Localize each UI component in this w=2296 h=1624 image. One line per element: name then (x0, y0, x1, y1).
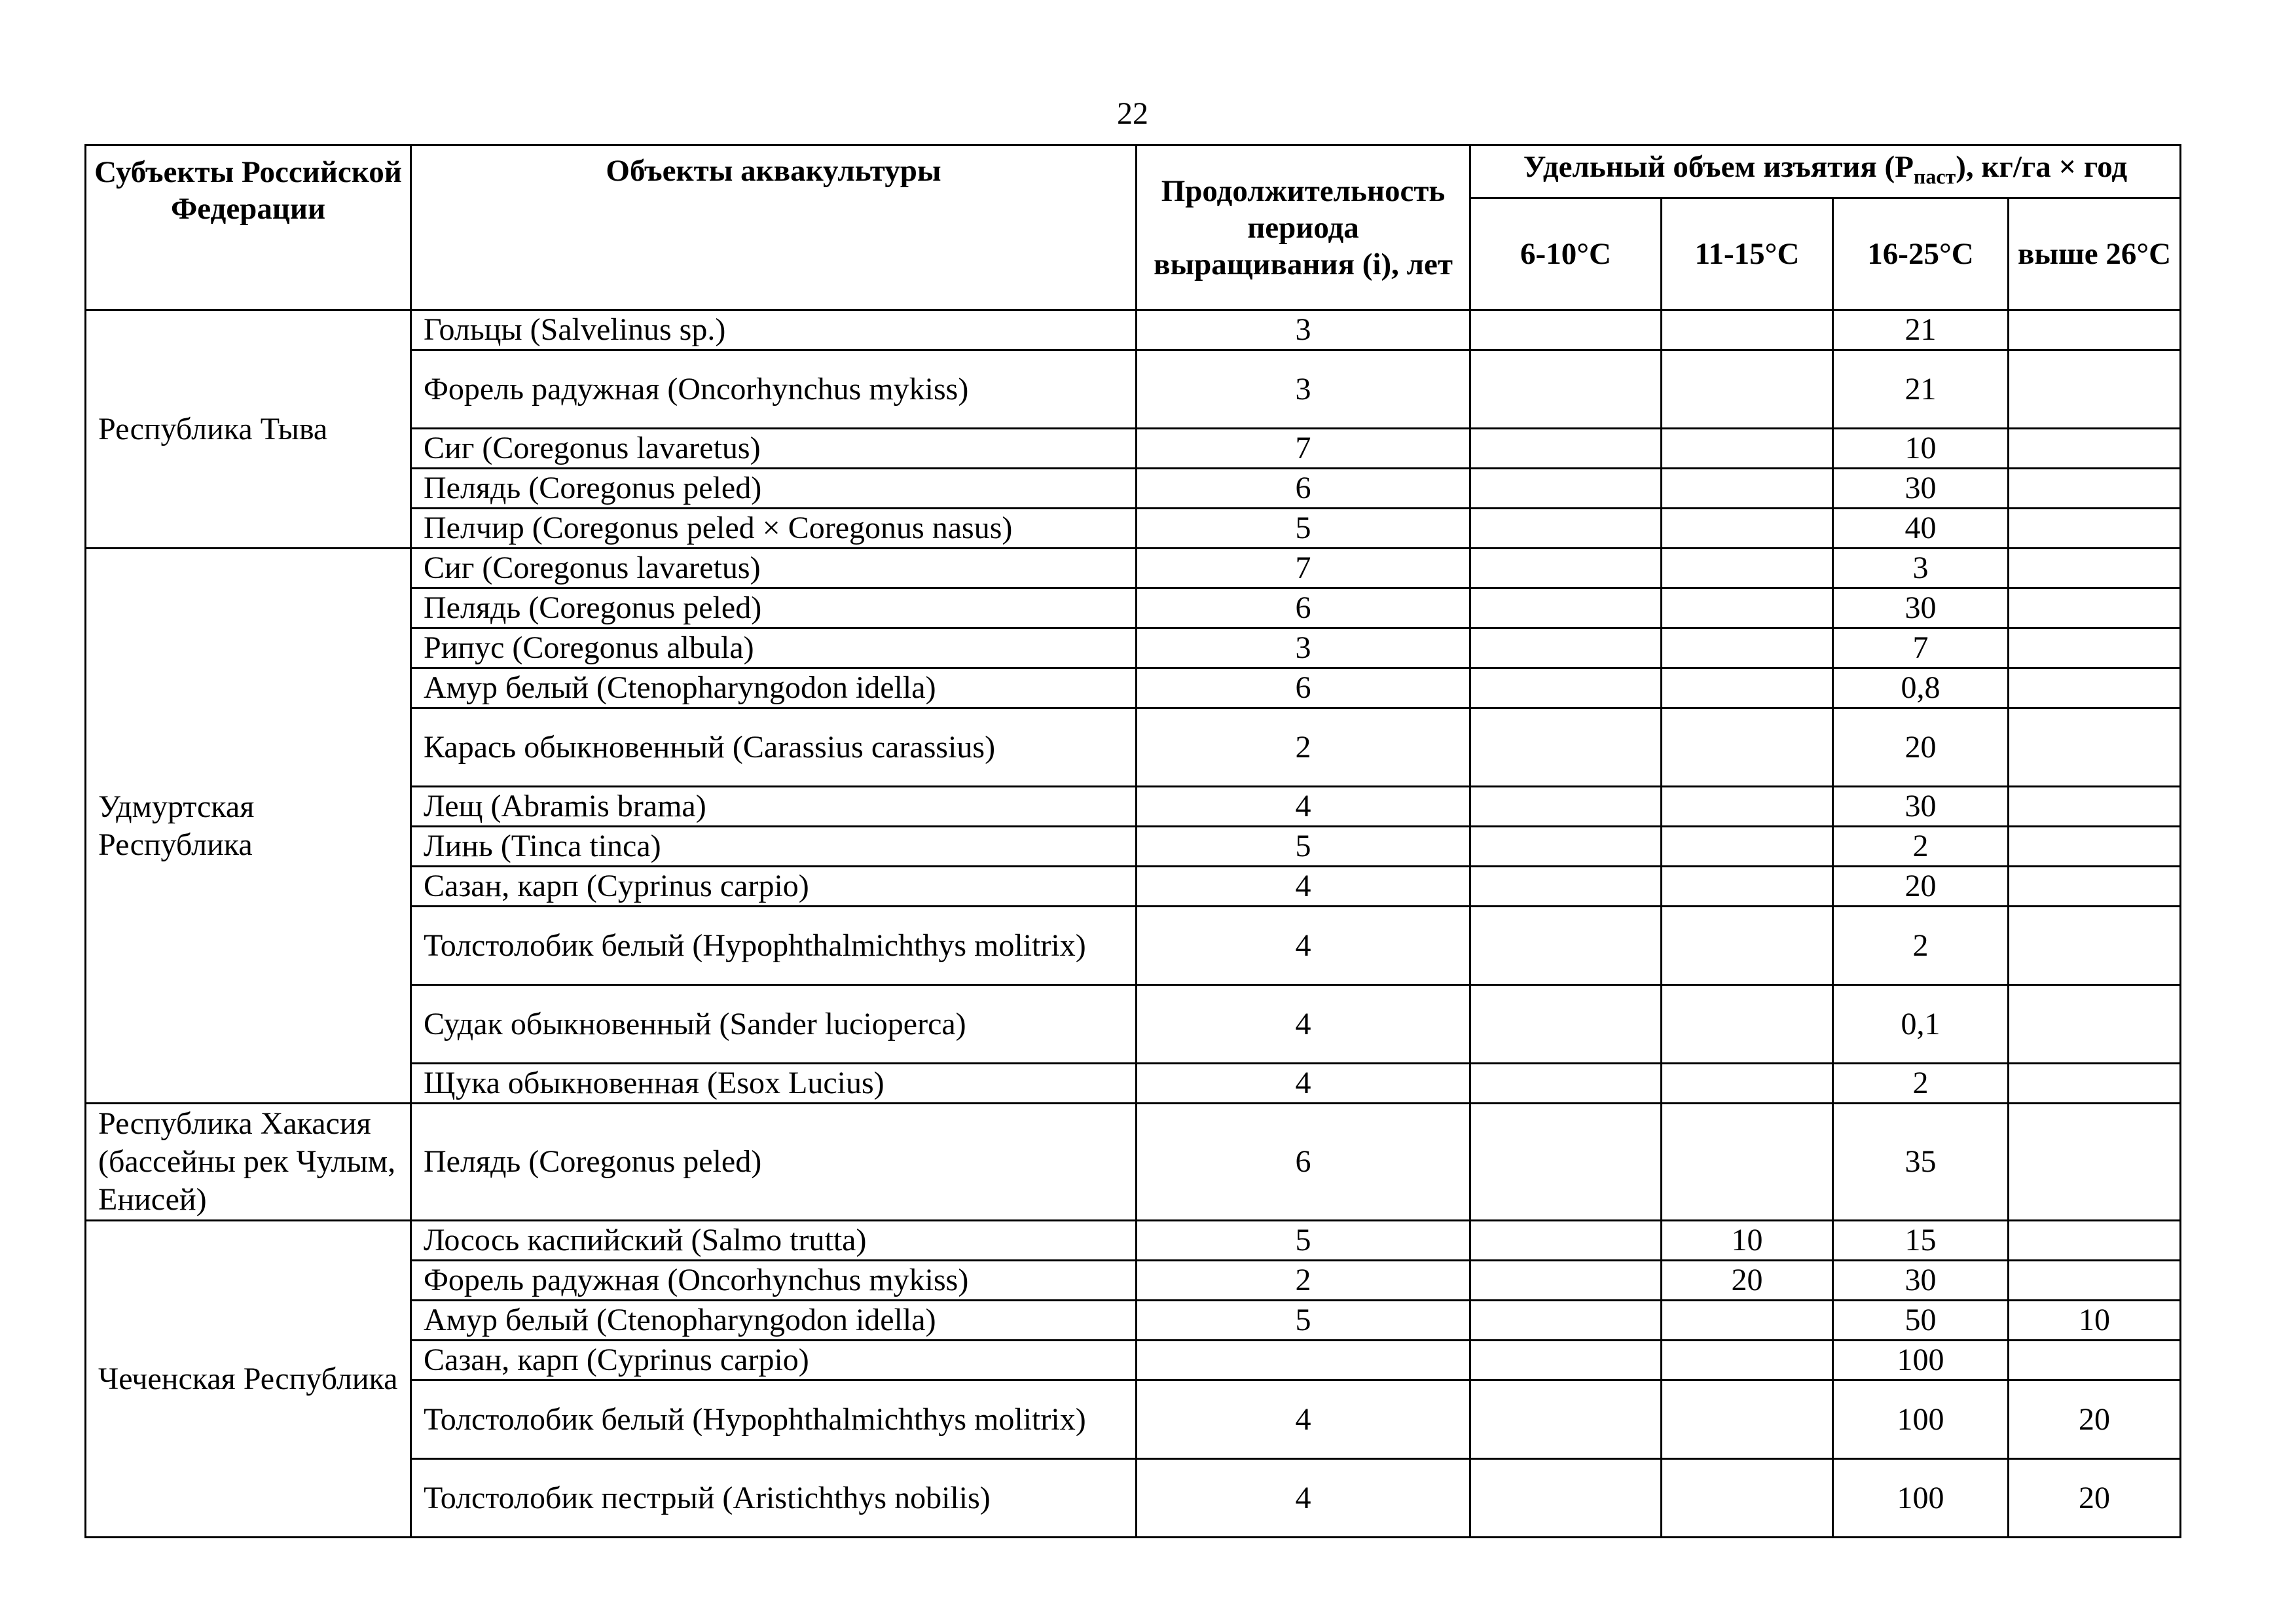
temp-16-25-cell: 30 (1833, 469, 2009, 509)
object-cell: Форель радужная (Oncorhynchus mykiss) (411, 350, 1137, 429)
temp-6-10-cell (1470, 1064, 1662, 1104)
temp-6-10-cell (1470, 469, 1662, 509)
temp-above-26-cell (2009, 549, 2181, 588)
years-cell: 4 (1137, 787, 1470, 827)
years-cell: 4 (1137, 985, 1470, 1064)
page-number: 22 (1117, 96, 1148, 131)
temp-above-26-cell (2009, 628, 2181, 668)
object-cell: Линь (Tinca tinca) (411, 827, 1137, 867)
object-cell: Пелчир (Coregonus peled × Coregonus nasus) (411, 509, 1137, 549)
temp-above-26-cell (2009, 985, 2181, 1064)
years-cell: 2 (1137, 1261, 1470, 1301)
temp-above-26-cell (2009, 1104, 2181, 1221)
temp-16-25-cell: 2 (1833, 907, 2009, 985)
temp-11-15-cell (1662, 1341, 1833, 1380)
temp-6-10-cell (1470, 1459, 1662, 1538)
object-cell: Форель радужная (Oncorhynchus mykiss) (411, 1261, 1137, 1301)
subject-cell: Удмуртская Республика (86, 549, 411, 1104)
temp-above-26-cell (2009, 469, 2181, 509)
temp-above-26-cell (2009, 509, 2181, 549)
temp-6-10-cell (1470, 1341, 1662, 1380)
temp-11-15-cell (1662, 469, 1833, 509)
years-cell: 5 (1137, 827, 1470, 867)
temp-16-25-cell: 21 (1833, 350, 2009, 429)
temp-16-25-cell: 30 (1833, 787, 2009, 827)
object-cell: Толстолобик белый (Hypophthalmichthys molitrix) (411, 1380, 1137, 1459)
temp-16-25-cell: 0,1 (1833, 985, 2009, 1064)
temp-11-15-cell: 10 (1662, 1221, 1833, 1261)
object-cell: Пелядь (Coregonus peled) (411, 469, 1137, 509)
temp-above-26-cell: 20 (2009, 1459, 2181, 1538)
temp-11-15-cell (1662, 708, 1833, 787)
years-cell (1137, 1341, 1470, 1380)
table-row (86, 549, 2181, 588)
years-cell: 6 (1137, 469, 1470, 509)
temp-6-10-cell (1470, 1104, 1662, 1221)
header-duration: Продолжительность периода выращивания (i), лет (1137, 145, 1470, 310)
temp-6-10-cell (1470, 588, 1662, 628)
object-cell: Лещ (Abramis brama) (411, 787, 1137, 827)
temp-6-10-cell (1470, 350, 1662, 429)
object-cell: Толстолобик пестрый (Aristichthys nobilis) (411, 1459, 1137, 1538)
temp-above-26-cell (2009, 787, 2181, 827)
temp-6-10-cell (1470, 429, 1662, 469)
temp-6-10-cell (1470, 509, 1662, 549)
temp-16-25-cell: 3 (1833, 549, 2009, 588)
temp-above-26-cell: 10 (2009, 1301, 2181, 1341)
object-cell: Лосось каспийский (Salmo trutta) (411, 1221, 1137, 1261)
object-cell: Щука обыкновенная (Esox Lucius) (411, 1064, 1137, 1104)
header-temp-16-25: 16-25°C (1833, 198, 2009, 310)
temp-11-15-cell (1662, 1459, 1833, 1538)
table-row (86, 1104, 2181, 1221)
temp-6-10-cell (1470, 708, 1662, 787)
temp-6-10-cell (1470, 1380, 1662, 1459)
temp-6-10-cell (1470, 907, 1662, 985)
object-cell: Карась обыкновенный (Carassius carassius) (411, 708, 1137, 787)
years-cell: 6 (1137, 588, 1470, 628)
object-cell: Пелядь (Coregonus peled) (411, 588, 1137, 628)
temp-16-25-cell: 20 (1833, 867, 2009, 907)
temp-6-10-cell (1470, 628, 1662, 668)
years-cell: 6 (1137, 1104, 1470, 1221)
temp-6-10-cell (1470, 310, 1662, 350)
temp-11-15-cell (1662, 429, 1833, 469)
years-cell: 5 (1137, 509, 1470, 549)
subject-cell: Республика Хакасия (бассейны рек Чулым, Енисей) (86, 1104, 411, 1221)
temp-11-15-cell (1662, 985, 1833, 1064)
temp-11-15-cell (1662, 787, 1833, 827)
temp-16-25-cell: 50 (1833, 1301, 2009, 1341)
years-cell: 4 (1137, 907, 1470, 985)
temp-6-10-cell (1470, 668, 1662, 708)
temp-above-26-cell (2009, 708, 2181, 787)
table-row (86, 310, 2181, 350)
temp-6-10-cell (1470, 827, 1662, 867)
header-temp-above-26: выше 26°C (2009, 198, 2181, 310)
temp-16-25-cell: 30 (1833, 588, 2009, 628)
temp-above-26-cell (2009, 310, 2181, 350)
temp-above-26-cell: 20 (2009, 1380, 2181, 1459)
temp-6-10-cell (1470, 1301, 1662, 1341)
temp-16-25-cell: 2 (1833, 827, 2009, 867)
object-cell: Амур белый (Ctenopharyngodon idella) (411, 668, 1137, 708)
object-cell: Пелядь (Coregonus peled) (411, 1104, 1137, 1221)
table-row (86, 1221, 2181, 1261)
temp-above-26-cell (2009, 827, 2181, 867)
temp-16-25-cell: 30 (1833, 1261, 2009, 1301)
years-cell: 4 (1137, 1459, 1470, 1538)
temp-11-15-cell (1662, 588, 1833, 628)
temp-above-26-cell (2009, 429, 2181, 469)
temp-11-15-cell (1662, 350, 1833, 429)
temp-11-15-cell (1662, 509, 1833, 549)
temp-11-15-cell (1662, 907, 1833, 985)
object-cell: Гольцы (Salvelinus sp.) (411, 310, 1137, 350)
header-volume-suffix: ), кг/га × год (1956, 150, 2128, 184)
temp-11-15-cell (1662, 668, 1833, 708)
object-cell: Амур белый (Ctenopharyngodon idella) (411, 1301, 1137, 1341)
temp-16-25-cell: 100 (1833, 1459, 2009, 1538)
temp-11-15-cell (1662, 1104, 1833, 1221)
temp-above-26-cell (2009, 668, 2181, 708)
years-cell: 7 (1137, 429, 1470, 469)
years-cell: 4 (1137, 1380, 1470, 1459)
temp-above-26-cell (2009, 1261, 2181, 1301)
temp-above-26-cell (2009, 350, 2181, 429)
table-body (86, 310, 2181, 1538)
temp-16-25-cell: 15 (1833, 1221, 2009, 1261)
temp-11-15-cell (1662, 867, 1833, 907)
temp-above-26-cell (2009, 907, 2181, 985)
temp-11-15-cell (1662, 1301, 1833, 1341)
temp-above-26-cell (2009, 1221, 2181, 1261)
header-temp-11-15: 11-15°C (1662, 198, 1833, 310)
temp-6-10-cell (1470, 787, 1662, 827)
aquaculture-table (84, 144, 2181, 1538)
years-cell: 7 (1137, 549, 1470, 588)
object-cell: Толстолобик белый (Hypophthalmichthys molitrix) (411, 907, 1137, 985)
temp-6-10-cell (1470, 549, 1662, 588)
header-volume-sub: паст (1913, 164, 1956, 189)
years-cell: 2 (1137, 708, 1470, 787)
temp-16-25-cell: 40 (1833, 509, 2009, 549)
temp-11-15-cell (1662, 628, 1833, 668)
temp-11-15-cell (1662, 310, 1833, 350)
years-cell: 3 (1137, 350, 1470, 429)
years-cell: 4 (1137, 1064, 1470, 1104)
temp-6-10-cell (1470, 867, 1662, 907)
temp-16-25-cell: 35 (1833, 1104, 2009, 1221)
subject-cell: Чеченская Республика (86, 1221, 411, 1538)
years-cell: 5 (1137, 1301, 1470, 1341)
temp-16-25-cell: 100 (1833, 1380, 2009, 1459)
temp-11-15-cell (1662, 1064, 1833, 1104)
object-cell: Судак обыкновенный (Sander lucioperca) (411, 985, 1137, 1064)
temp-16-25-cell: 21 (1833, 310, 2009, 350)
header-volume-prefix: Удельный объем изъятия (P (1523, 150, 1914, 184)
object-cell: Сазан, карп (Cyprinus carpio) (411, 867, 1137, 907)
years-cell: 3 (1137, 628, 1470, 668)
temp-above-26-cell (2009, 867, 2181, 907)
object-cell: Сазан, карп (Cyprinus carpio) (411, 1341, 1137, 1380)
temp-6-10-cell (1470, 985, 1662, 1064)
temp-11-15-cell: 20 (1662, 1261, 1833, 1301)
years-cell: 6 (1137, 668, 1470, 708)
temp-above-26-cell (2009, 1064, 2181, 1104)
object-cell: Сиг (Coregonus lavaretus) (411, 549, 1137, 588)
header-volume (1470, 145, 2181, 198)
subject-cell: Республика Тыва (86, 310, 411, 549)
temp-16-25-cell: 2 (1833, 1064, 2009, 1104)
temp-6-10-cell (1470, 1221, 1662, 1261)
temp-16-25-cell: 20 (1833, 708, 2009, 787)
temp-above-26-cell (2009, 588, 2181, 628)
header-objects: Объекты аквакультуры (411, 145, 1137, 310)
temp-16-25-cell: 100 (1833, 1341, 2009, 1380)
object-cell: Сиг (Coregonus lavaretus) (411, 429, 1137, 469)
years-cell: 4 (1137, 867, 1470, 907)
temp-16-25-cell: 10 (1833, 429, 2009, 469)
temp-above-26-cell (2009, 1341, 2181, 1380)
temp-16-25-cell: 7 (1833, 628, 2009, 668)
temp-11-15-cell (1662, 1380, 1833, 1459)
temp-16-25-cell: 0,8 (1833, 668, 2009, 708)
temp-6-10-cell (1470, 1261, 1662, 1301)
temp-11-15-cell (1662, 549, 1833, 588)
years-cell: 5 (1137, 1221, 1470, 1261)
header-temp-6-10: 6-10°C (1470, 198, 1662, 310)
temp-11-15-cell (1662, 827, 1833, 867)
header-subjects: Субъекты Российской Федерации (86, 145, 411, 310)
object-cell: Рипус (Coregonus albula) (411, 628, 1137, 668)
years-cell: 3 (1137, 310, 1470, 350)
